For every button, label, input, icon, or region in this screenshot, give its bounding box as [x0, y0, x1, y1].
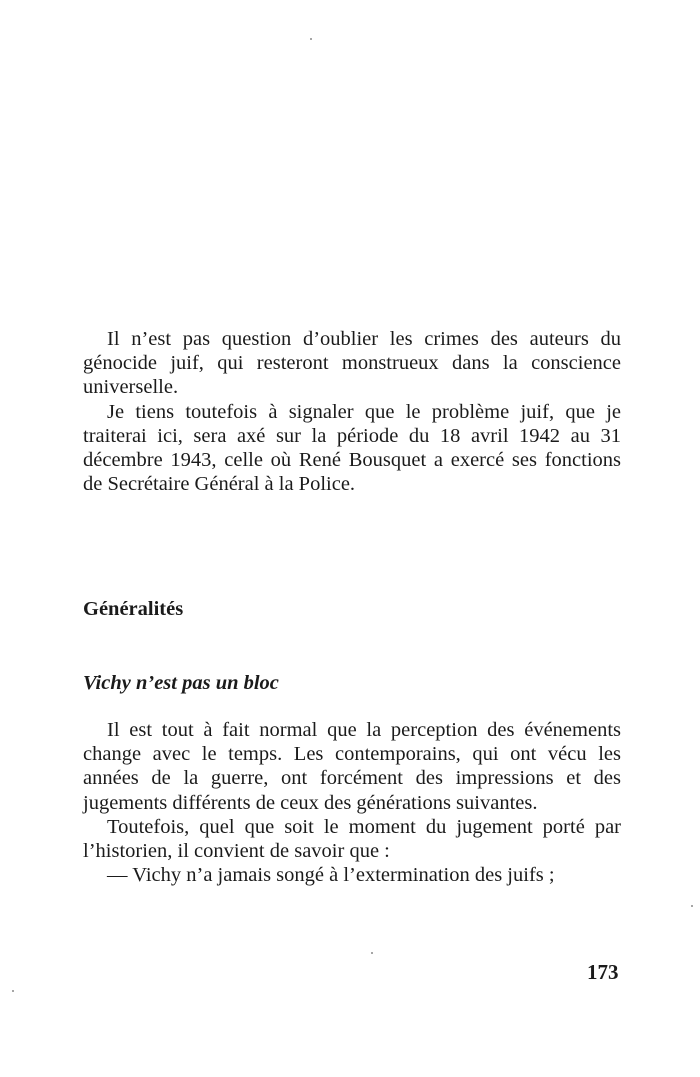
subsection-heading: Vichy n’est pas un bloc: [83, 672, 279, 694]
intro-text-block: [83, 327, 621, 496]
scan-speck: [12, 990, 14, 992]
intro-paragraph: Il n’est pas question d’oublier les crimes des auteurs du génocide juif, qui resteront monstrueux dans la conscience universelle.: [83, 328, 621, 399]
scan-speck: [371, 952, 373, 954]
body-paragraph: Toutefois, quel que soit le moment du jugement porté par l’historien, il convient de savoir que :: [83, 815, 621, 863]
body-text-block: [83, 718, 621, 887]
body-paragraph: Il est tout à fait normal que la perception des événements change avec le temps. Les contemporains, qui ont vécu les années de la guerre, ont forcément des impressions et des jugements différents de ceux des générations suivantes.: [83, 719, 621, 814]
page-number: 173: [587, 960, 619, 984]
section-heading: Généralités: [83, 598, 184, 620]
scan-speck: [310, 38, 312, 40]
scan-speck: [691, 905, 693, 907]
intro-paragraph: Je tiens toutefois à signaler que le problème juif, que je traiterai ici, sera axé sur la période du 18 avril 1942 au 31 décembre 1943, celle où René Bousquet a exercé ses fonctions de Secrétaire Général à la Police.: [83, 400, 621, 496]
body-paragraph: — Vichy n’a jamais songé à l’extermination des juifs ;: [107, 864, 555, 887]
